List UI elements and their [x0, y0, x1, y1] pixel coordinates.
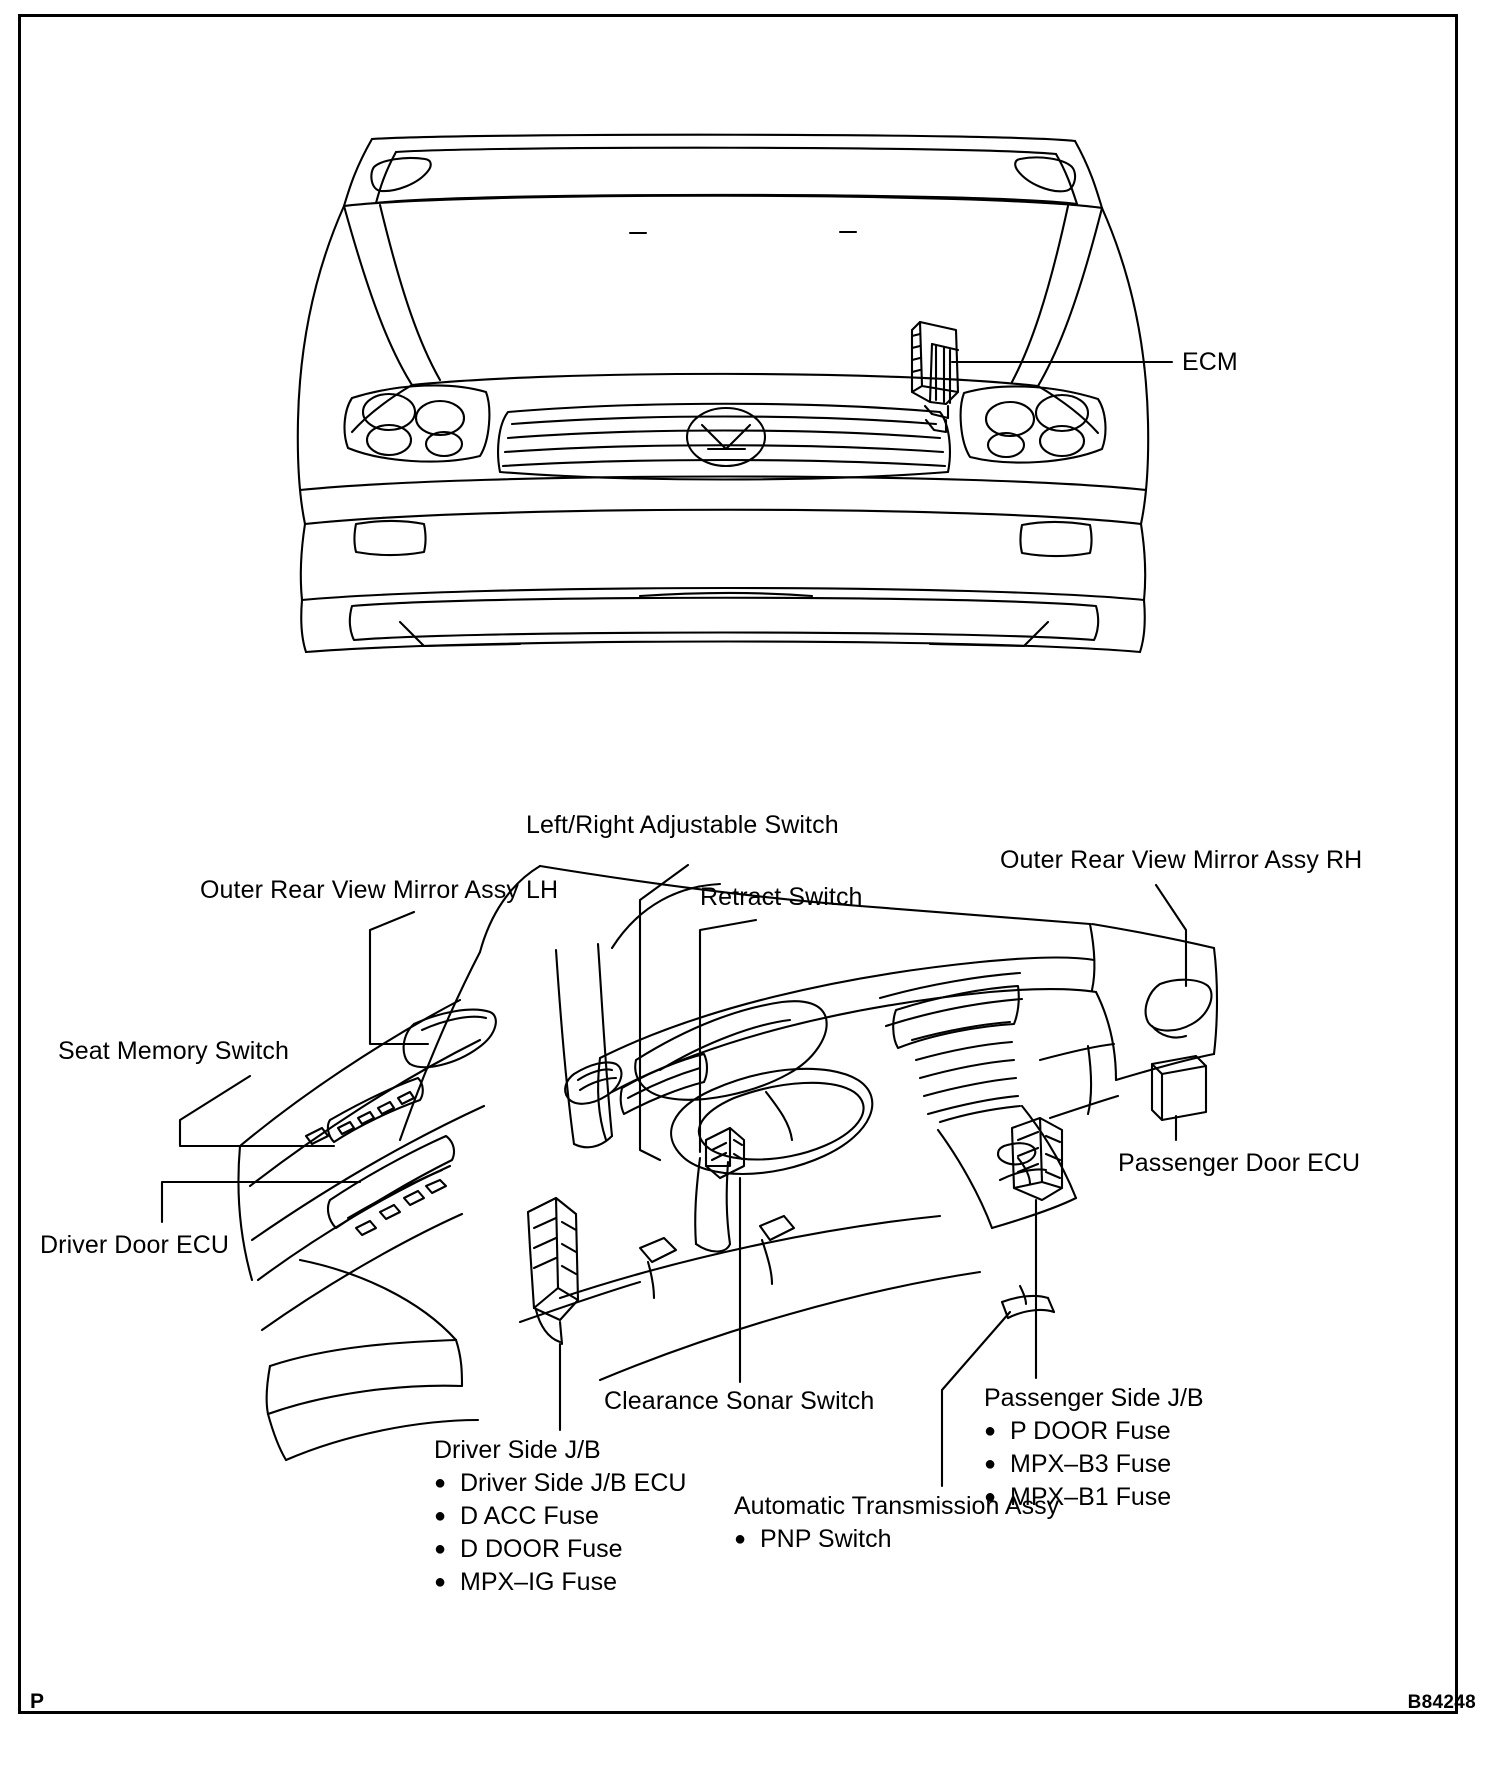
- callout-label-clearance-sonar-switch: Clearance Sonar Switch: [604, 1387, 875, 1415]
- group-header: Automatic Transmission Assy: [734, 1492, 1060, 1520]
- callout-label-driver-door-ecu: Driver Door ECU: [40, 1231, 230, 1259]
- callout-label-left-right-adjustable-switch: Left/Right Adjustable Switch: [526, 811, 839, 839]
- group-automatic-transmission-assy: [734, 1490, 1059, 1556]
- group-driver-side-jb: [434, 1434, 686, 1599]
- group-item: ● MPX–IG Fuse: [434, 1566, 686, 1599]
- group-item: ● Driver Side J/B ECU: [434, 1467, 686, 1500]
- page-corner-mark: P: [30, 1690, 45, 1713]
- callout-label-seat-memory-switch: Seat Memory Switch: [58, 1037, 290, 1065]
- callout-label-retract-switch: Retract Switch: [700, 883, 863, 911]
- group-header: Passenger Side J/B: [984, 1384, 1204, 1412]
- group-header: Driver Side J/B: [434, 1436, 601, 1464]
- callout-label-outer-rear-view-mirror-assy-rh: Outer Rear View Mirror Assy RH: [1000, 846, 1363, 874]
- callout-label-passenger-door-ecu: Passenger Door ECU: [1118, 1149, 1361, 1177]
- callout-label-ecm: ECM: [1182, 348, 1238, 376]
- group-item: ● D DOOR Fuse: [434, 1533, 686, 1566]
- figure-code: B84248: [1407, 1692, 1476, 1713]
- callout-label-outer-rear-view-mirror-assy-lh: Outer Rear View Mirror Assy LH: [200, 876, 559, 904]
- group-item: ● MPX–B3 Fuse: [984, 1448, 1204, 1481]
- group-item: ● PNP Switch: [734, 1523, 1059, 1556]
- group-item: ● MPX–B1 Fuse: [984, 1481, 1204, 1514]
- group-item: ● P DOOR Fuse: [984, 1415, 1204, 1448]
- group-item: ● D ACC Fuse: [434, 1500, 686, 1533]
